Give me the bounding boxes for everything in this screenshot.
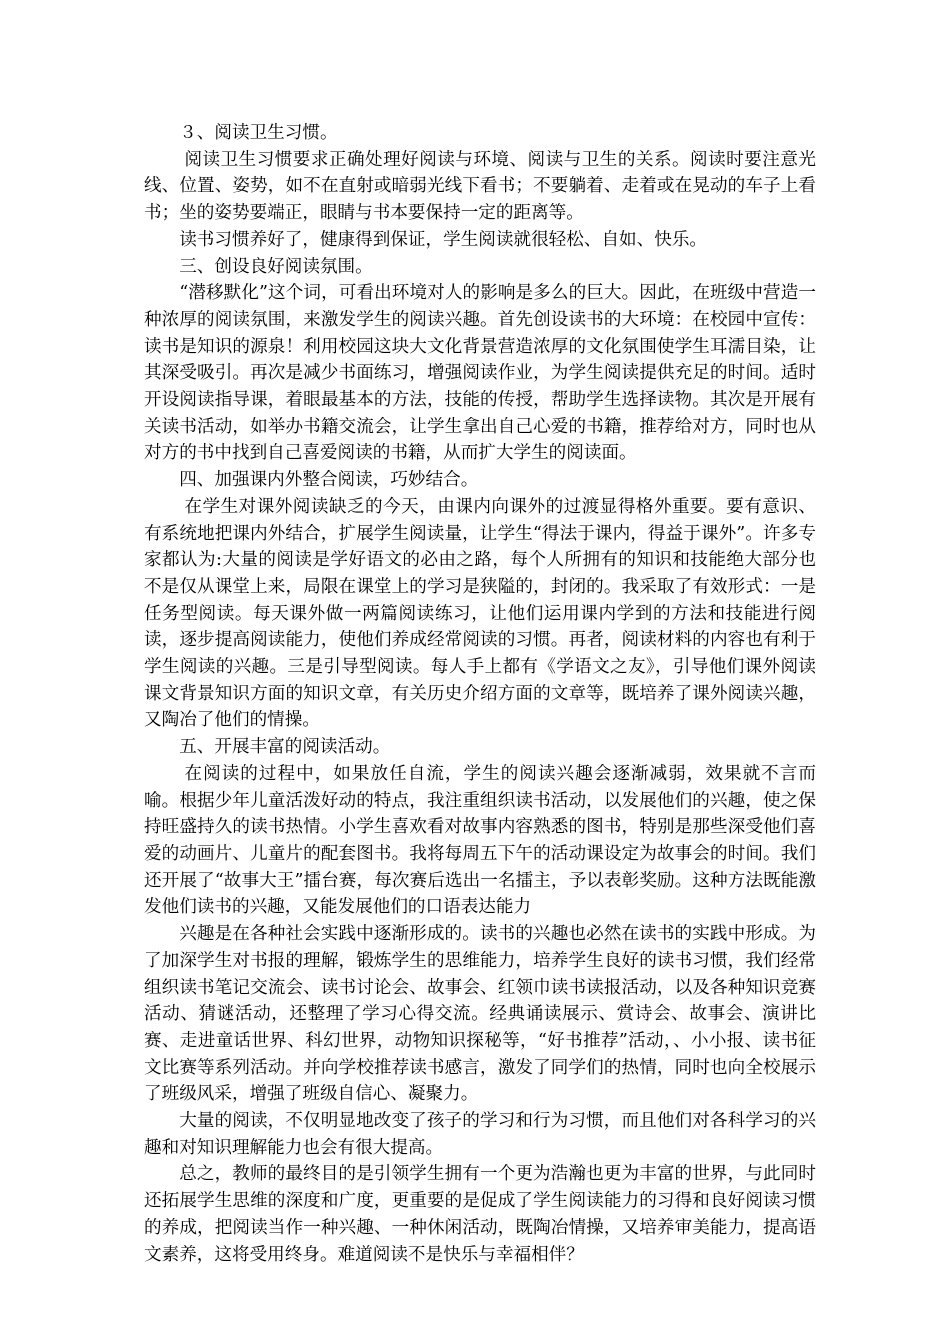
paragraph-interest-practice: 兴趣是在各种社会实践中逐渐形成的。读书的兴趣也必然在读书的实践中形成。为了加深学生对书报的理解，锻炼学生的思维能力，培养学生良好的读书习惯，我们经常组织读书笔记交流会、读书讨论会、故事会、红领巾读书读报活动，以及各种知识竞赛活动、猜谜活动，还整理了学习心得交流。经典诵读展示、赏诗会、故事会、演讲比赛、走进童话世界、科幻世界，动物知识探秘等，“好书推荐”活动，、小小报、读书征文比赛等系列活动。并向学校推荐读书感言，激发了同学们的热情，同时也向全校展示了班级风采，增强了班级自信心、凝聚力。 [144, 924, 816, 1105]
paragraph-integrated-reading: 在学生对课外阅读缺乏的今天，由课内向课外的过渡显得格外重要。要有意识、有系统地把课内外结合，扩展学生阅读量，让学生“得法于课内，得益于课外”。许多专家都认为:大量的阅读是学好语文的必由之路，每个人所拥有的知识和技能绝大部分也不是仅从课堂上来，局限在课堂上的学习是狭隘的，封闭的。我采取了有效形式：一是任务型阅读。每天课外做一两篇阅读练习，让他们运用课内学到的方法和技能进行阅读，逐步提高阅读能力，使他们养成经常阅读的习惯。再者，阅读材料的内容也有利于学生阅读的兴趣。三是引导型阅读。每人手上都有《学语文之友》，引导他们课外阅读课文背景知识方面的知识文章，有关历史介绍方面的文章等，既培养了课外阅读兴趣，又陶冶了他们的情操。 [144, 496, 816, 731]
document-page [144, 120, 816, 1268]
subsection-heading-reading-hygiene: ３、阅读卫生习惯。 [179, 123, 338, 143]
paragraph-conclusion: 总之，教师的最终目的是引领学生拥有一个更为浩瀚也更为丰富的世界，与此同时还拓展学生思维的深度和广度，更重要的是促成了学生阅读能力的习得和良好阅读习惯的养成，把阅读当作一种兴趣、一种休闲活动，既陶冶情操，又培养审美能力，提高语文素养，这将受用终身。难道阅读不是快乐与幸福相伴？ [144, 1164, 816, 1265]
paragraph-atmosphere: “潜移默化”这个词，可看出环境对人的影响是多么的巨大。因此，在班级中营造一种浓厚的阅读氛围，来激发学生的阅读兴趣。首先创设读书的大环境：在校园中宣传：读书是知识的源泉！利用校园这块大文化背景营造浓厚的文化氛围使学生耳濡目染，让其深受吸引。再次是减少书面练习，增强阅读作业，为学生阅读提供充足的时间。适时开设阅读指导课，着眼最基本的方法，技能的传授，帮助学生选择读物。其次是开展有关读书活动，如举办书籍交流会，让学生拿出自己心爱的书籍，推荐给对方，同时也从对方的书中找到自己喜爱阅读的书籍，从而扩大学生的阅读面。 [144, 283, 816, 464]
section-heading-four: 四、加强课内外整合阅读，巧妙结合。 [179, 470, 479, 491]
paragraph-reading-hygiene: 阅读卫生习惯要求正确处理好阅读与环境、阅读与卫生的关系。阅读时要注意光线、位置、姿势，如不在直射或暗弱光线下看书；不要躺着、走着或在晃动的车子上看书；坐的姿势要端正，眼睛与书本要保持一定的距离等。 [144, 149, 816, 224]
paragraph-habit-result: 读书习惯养好了，健康得到保证，学生阅读就很轻松、自如、快乐。 [179, 229, 708, 250]
paragraph-reading-activities: 在阅读的过程中，如果放任自流，学生的阅读兴趣会逐渐减弱，效果就不言而喻。根据少年儿童活泼好动的特点，我注重组织读书活动，以发展他们的兴趣，使之保持旺盛持久的读书热情。小学生喜欢看对故事内容熟悉的图书，特别是那些深受他们喜爱的动画片、儿童片的配套图书。我将每周五下午的活动课设定为故事会的时间。我们还开展了“故事大王”擂台赛，每次赛后选出一名擂主，予以表彰奖励。这种方法既能激发他们读书的兴趣，又能发展他们的口语表达能力 [144, 763, 816, 918]
section-heading-five: 五、开展丰富的阅读活动。 [179, 737, 391, 758]
paragraph-extensive-reading: 大量的阅读，不仅明显地改变了孩子的学习和行为习惯，而且他们对各科学习的兴趣和对知识理解能力也会有很大提高。 [144, 1111, 816, 1158]
section-heading-three: 三、创设良好阅读氛围。 [179, 256, 373, 277]
